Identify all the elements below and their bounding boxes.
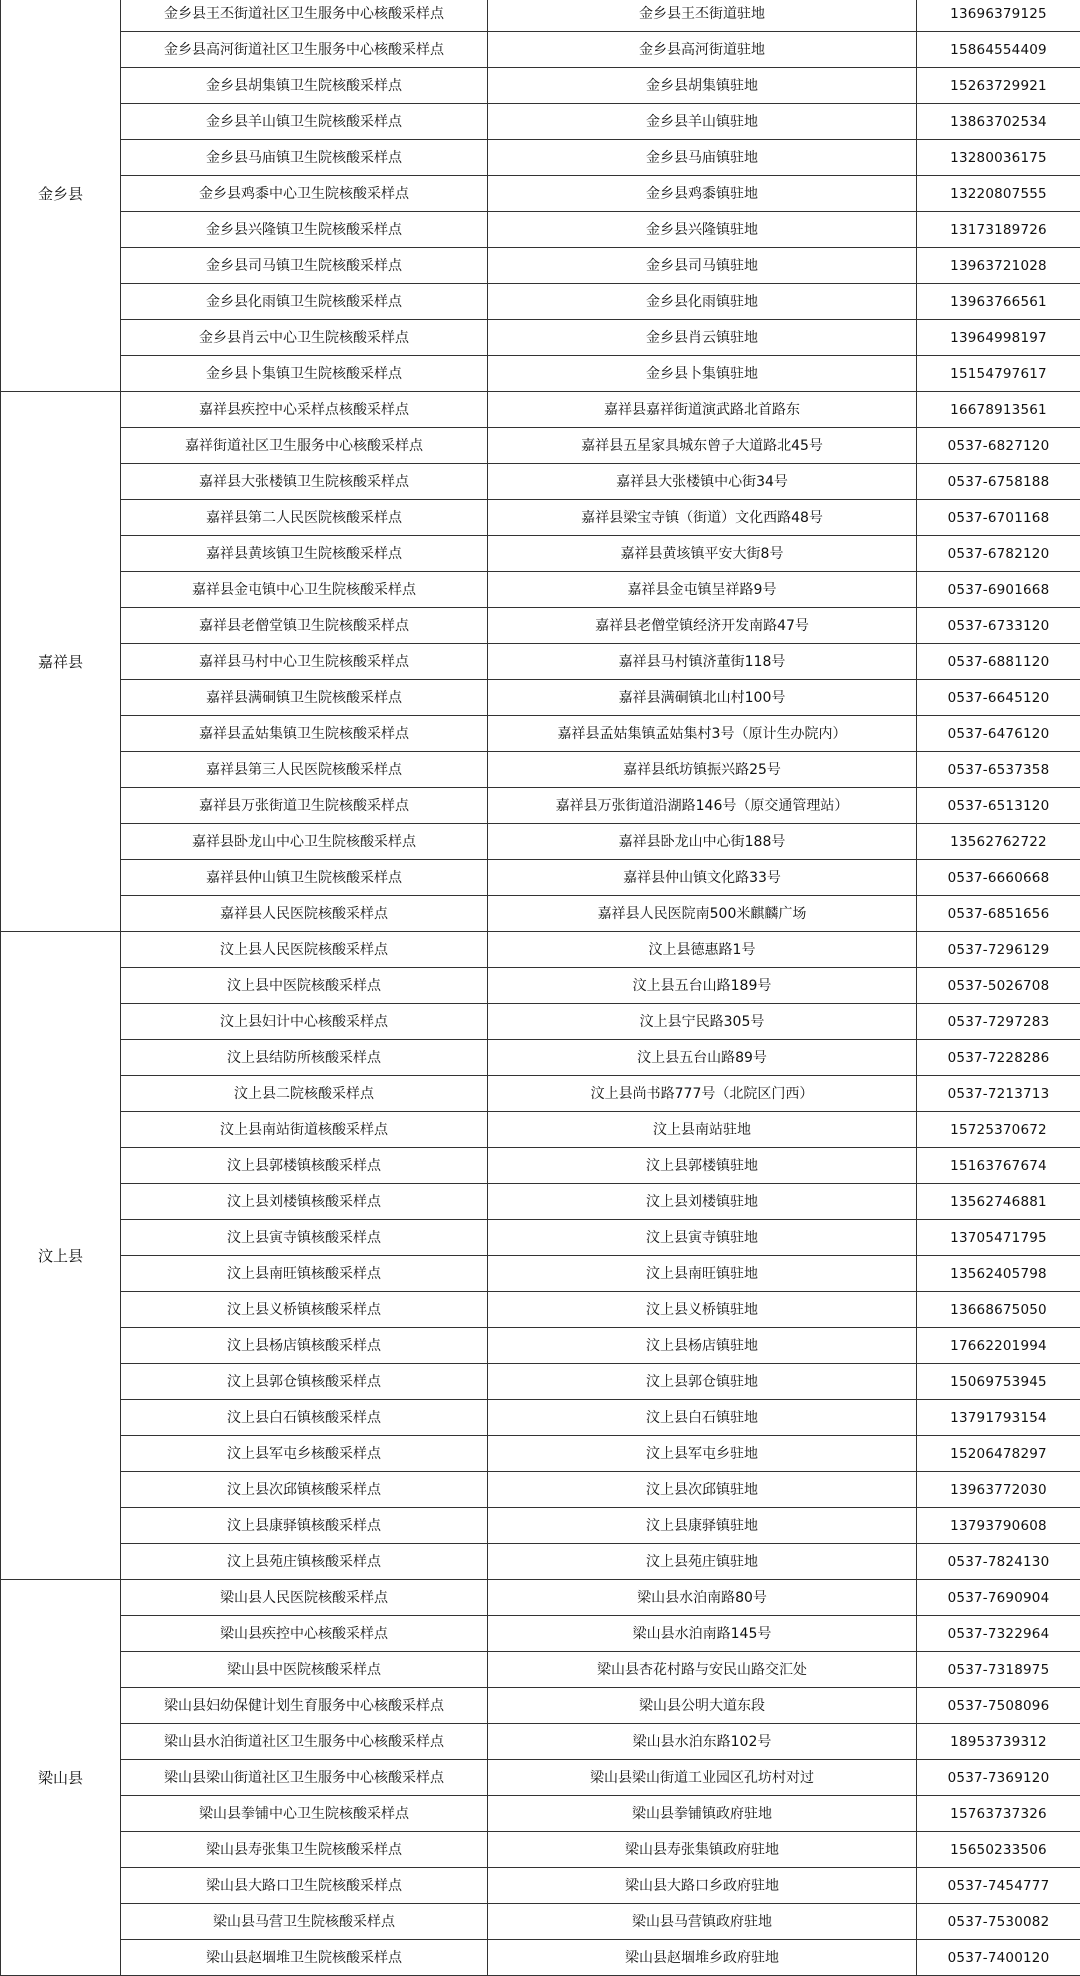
table-row (1, 1904, 1080, 1940)
site-name-cell: 嘉祥街道社区卫生服务中心核酸采样点 (121, 428, 488, 464)
address-cell: 梁山县水泊南路145号 (488, 1616, 917, 1652)
table-row (1, 1868, 1080, 1904)
table-row (1, 1616, 1080, 1652)
phone-cell: 13963766561 (917, 284, 1080, 320)
phone-cell: 13791793154 (917, 1400, 1080, 1436)
site-name-cell: 金乡县肖云中心卫生院核酸采样点 (121, 320, 488, 356)
site-name-cell: 金乡县高河街道社区卫生服务中心核酸采样点 (121, 32, 488, 68)
address-cell: 汶上县南旺镇驻地 (488, 1256, 917, 1292)
phone-cell: 0537-6851656 (917, 896, 1080, 932)
table-row (1, 1832, 1080, 1868)
table-row (1, 788, 1080, 824)
table-row (1, 1112, 1080, 1148)
address-cell: 梁山县拳铺镇政府驻地 (488, 1796, 917, 1832)
address-cell: 汶上县南站驻地 (488, 1112, 917, 1148)
address-cell: 汶上县五台山路89号 (488, 1040, 917, 1076)
phone-cell: 15069753945 (917, 1364, 1080, 1400)
table-row (1, 1004, 1080, 1040)
phone-cell: 0537-6537358 (917, 752, 1080, 788)
address-cell: 汶上县康驿镇驻地 (488, 1508, 917, 1544)
site-name-cell: 汶上县郭仓镇核酸采样点 (121, 1364, 488, 1400)
address-cell: 金乡县胡集镇驻地 (488, 68, 917, 104)
phone-cell: 13220807555 (917, 176, 1080, 212)
address-cell: 汶上县寅寺镇驻地 (488, 1220, 917, 1256)
site-name-cell: 汶上县寅寺镇核酸采样点 (121, 1220, 488, 1256)
phone-cell: 0537-6513120 (917, 788, 1080, 824)
site-name-cell: 汶上县刘楼镇核酸采样点 (121, 1184, 488, 1220)
site-name-cell: 嘉祥县大张楼镇卫生院核酸采样点 (121, 464, 488, 500)
site-name-cell: 梁山县妇幼保健计划生育服务中心核酸采样点 (121, 1688, 488, 1724)
phone-cell: 18953739312 (917, 1724, 1080, 1760)
address-cell: 汶上县次邱镇驻地 (488, 1472, 917, 1508)
site-name-cell: 汶上县中医院核酸采样点 (121, 968, 488, 1004)
address-cell: 汶上县军屯乡驻地 (488, 1436, 917, 1472)
phone-cell: 15763737326 (917, 1796, 1080, 1832)
phone-cell: 13696379125 (917, 0, 1080, 32)
phone-cell: 15163767674 (917, 1148, 1080, 1184)
table-row (1, 464, 1080, 500)
phone-cell: 0537-7454777 (917, 1868, 1080, 1904)
address-cell: 梁山县马营镇政府驻地 (488, 1904, 917, 1940)
site-name-cell: 汶上县人民医院核酸采样点 (121, 932, 488, 968)
address-cell: 嘉祥县马村镇济董街118号 (488, 644, 917, 680)
site-name-cell: 嘉祥县疾控中心采样点核酸采样点 (121, 392, 488, 428)
phone-cell: 0537-6782120 (917, 536, 1080, 572)
phone-cell: 0537-7530082 (917, 1904, 1080, 1940)
phone-cell: 13562405798 (917, 1256, 1080, 1292)
phone-cell: 13705471795 (917, 1220, 1080, 1256)
table-row (1, 104, 1080, 140)
table-row (1, 1760, 1080, 1796)
site-name-cell: 汶上县二院核酸采样点 (121, 1076, 488, 1112)
table-row (1, 716, 1080, 752)
address-cell: 嘉祥县金屯镇呈祥路9号 (488, 572, 917, 608)
site-name-cell: 嘉祥县孟姑集镇卫生院核酸采样点 (121, 716, 488, 752)
phone-cell: 0537-7318975 (917, 1652, 1080, 1688)
table-row (1, 68, 1080, 104)
site-name-cell: 汶上县白石镇核酸采样点 (121, 1400, 488, 1436)
phone-cell: 0537-7824130 (917, 1544, 1080, 1580)
site-name-cell: 嘉祥县第三人民医院核酸采样点 (121, 752, 488, 788)
site-name-cell: 梁山县马营卫生院核酸采样点 (121, 1904, 488, 1940)
phone-cell: 15206478297 (917, 1436, 1080, 1472)
table-row (1, 1688, 1080, 1724)
address-cell: 嘉祥县纸坊镇振兴路25号 (488, 752, 917, 788)
site-name-cell: 嘉祥县马村中心卫生院核酸采样点 (121, 644, 488, 680)
phone-cell: 13964998197 (917, 320, 1080, 356)
address-cell: 金乡县羊山镇驻地 (488, 104, 917, 140)
phone-cell: 0537-6827120 (917, 428, 1080, 464)
table-row (1, 428, 1080, 464)
site-name-cell: 汶上县郭楼镇核酸采样点 (121, 1148, 488, 1184)
phone-cell: 0537-7369120 (917, 1760, 1080, 1796)
table-row (1, 1652, 1080, 1688)
address-cell: 汶上县杨店镇驻地 (488, 1328, 917, 1364)
table-row (1, 0, 1080, 32)
site-name-cell: 汶上县军屯乡核酸采样点 (121, 1436, 488, 1472)
table-row (1, 1256, 1080, 1292)
site-name-cell: 嘉祥县黄垓镇卫生院核酸采样点 (121, 536, 488, 572)
address-cell: 嘉祥县人民医院南500米麒麟广场 (488, 896, 917, 932)
phone-cell: 0537-7690904 (917, 1580, 1080, 1616)
table-row (1, 140, 1080, 176)
address-cell: 梁山县赵堌堆乡政府驻地 (488, 1940, 917, 1976)
phone-cell: 13668675050 (917, 1292, 1080, 1328)
address-cell: 嘉祥县五星家具城东曾子大道路北45号 (488, 428, 917, 464)
table-row (1, 1220, 1080, 1256)
address-cell: 梁山县水泊南路80号 (488, 1580, 917, 1616)
table-row (1, 1040, 1080, 1076)
site-name-cell: 汶上县结防所核酸采样点 (121, 1040, 488, 1076)
site-name-cell: 梁山县中医院核酸采样点 (121, 1652, 488, 1688)
table-row (1, 176, 1080, 212)
address-cell: 嘉祥县满硐镇北山村100号 (488, 680, 917, 716)
table-row (1, 284, 1080, 320)
site-name-cell: 汶上县南旺镇核酸采样点 (121, 1256, 488, 1292)
site-name-cell: 金乡县马庙镇卫生院核酸采样点 (121, 140, 488, 176)
table-row (1, 1436, 1080, 1472)
phone-cell: 0537-6901668 (917, 572, 1080, 608)
address-cell: 汶上县刘楼镇驻地 (488, 1184, 917, 1220)
site-name-cell: 嘉祥县人民医院核酸采样点 (121, 896, 488, 932)
phone-cell: 0537-6733120 (917, 608, 1080, 644)
site-name-cell: 梁山县梁山街道社区卫生服务中心核酸采样点 (121, 1760, 488, 1796)
address-cell: 汶上县郭仓镇驻地 (488, 1364, 917, 1400)
phone-cell: 0537-7400120 (917, 1940, 1080, 1976)
address-cell: 汶上县德惠路1号 (488, 932, 917, 968)
phone-cell: 17662201994 (917, 1328, 1080, 1364)
address-cell: 梁山县大路口乡政府驻地 (488, 1868, 917, 1904)
phone-cell: 15725370672 (917, 1112, 1080, 1148)
address-cell: 汶上县郭楼镇驻地 (488, 1148, 917, 1184)
address-cell: 嘉祥县仲山镇文化路33号 (488, 860, 917, 896)
address-cell: 嘉祥县大张楼镇中心街34号 (488, 464, 917, 500)
county-cell: 嘉祥县 (1, 392, 121, 932)
table-row (1, 1508, 1080, 1544)
table-row (1, 1796, 1080, 1832)
phone-cell: 16678913561 (917, 392, 1080, 428)
address-cell: 梁山县梁山街道工业园区孔坊村对过 (488, 1760, 917, 1796)
site-name-cell: 嘉祥县万张街道卫生院核酸采样点 (121, 788, 488, 824)
table-row (1, 860, 1080, 896)
site-name-cell: 梁山县拳铺中心卫生院核酸采样点 (121, 1796, 488, 1832)
site-name-cell: 嘉祥县老僧堂镇卫生院核酸采样点 (121, 608, 488, 644)
phone-cell: 15154797617 (917, 356, 1080, 392)
site-name-cell: 金乡县鸡黍中心卫生院核酸采样点 (121, 176, 488, 212)
phone-cell: 0537-5026708 (917, 968, 1080, 1004)
phone-cell: 0537-6758188 (917, 464, 1080, 500)
address-cell: 嘉祥县黄垓镇平安大街8号 (488, 536, 917, 572)
table-row (1, 1076, 1080, 1112)
table-row (1, 680, 1080, 716)
table-row (1, 1292, 1080, 1328)
phone-cell: 0537-7322964 (917, 1616, 1080, 1652)
table-row (1, 536, 1080, 572)
table-row (1, 932, 1080, 968)
phone-cell: 0537-6881120 (917, 644, 1080, 680)
site-name-cell: 汶上县次邱镇核酸采样点 (121, 1472, 488, 1508)
site-name-cell: 汶上县苑庄镇核酸采样点 (121, 1544, 488, 1580)
table-row (1, 1400, 1080, 1436)
site-name-cell: 金乡县胡集镇卫生院核酸采样点 (121, 68, 488, 104)
address-cell: 嘉祥县孟姑集镇孟姑集村3号（原计生办院内） (488, 716, 917, 752)
site-name-cell: 梁山县疾控中心核酸采样点 (121, 1616, 488, 1652)
site-name-cell: 金乡县卜集镇卫生院核酸采样点 (121, 356, 488, 392)
phone-cell: 0537-7296129 (917, 932, 1080, 968)
site-name-cell: 金乡县化雨镇卫生院核酸采样点 (121, 284, 488, 320)
address-cell: 金乡县司马镇驻地 (488, 248, 917, 284)
phone-cell: 0537-6660668 (917, 860, 1080, 896)
address-cell: 梁山县公明大道东段 (488, 1688, 917, 1724)
phone-cell: 0537-6476120 (917, 716, 1080, 752)
table-row (1, 572, 1080, 608)
address-cell: 汶上县白石镇驻地 (488, 1400, 917, 1436)
site-name-cell: 汶上县南站街道核酸采样点 (121, 1112, 488, 1148)
site-name-cell: 汶上县杨店镇核酸采样点 (121, 1328, 488, 1364)
site-name-cell: 嘉祥县金屯镇中心卫生院核酸采样点 (121, 572, 488, 608)
site-name-cell: 梁山县水泊街道社区卫生服务中心核酸采样点 (121, 1724, 488, 1760)
phone-cell: 0537-6645120 (917, 680, 1080, 716)
county-cell: 梁山县 (1, 1580, 121, 1976)
table-row (1, 212, 1080, 248)
site-name-cell: 梁山县寿张集卫生院核酸采样点 (121, 1832, 488, 1868)
table-row (1, 644, 1080, 680)
address-cell: 梁山县水泊东路102号 (488, 1724, 917, 1760)
address-cell: 金乡县鸡黍镇驻地 (488, 176, 917, 212)
county-cell: 汶上县 (1, 932, 121, 1580)
phone-cell: 0537-7297283 (917, 1004, 1080, 1040)
address-cell: 金乡县肖云镇驻地 (488, 320, 917, 356)
phone-cell: 13963721028 (917, 248, 1080, 284)
address-cell: 汶上县苑庄镇驻地 (488, 1544, 917, 1580)
phone-cell: 13173189726 (917, 212, 1080, 248)
address-cell: 金乡县兴隆镇驻地 (488, 212, 917, 248)
site-name-cell: 汶上县康驿镇核酸采样点 (121, 1508, 488, 1544)
phone-cell: 0537-7508096 (917, 1688, 1080, 1724)
county-cell: 金乡县 (1, 0, 121, 392)
table-row (1, 320, 1080, 356)
site-name-cell: 汶上县妇计中心核酸采样点 (121, 1004, 488, 1040)
table-row (1, 32, 1080, 68)
site-name-cell: 嘉祥县仲山镇卫生院核酸采样点 (121, 860, 488, 896)
address-cell: 嘉祥县万张街道沿湖路146号（原交通管理站） (488, 788, 917, 824)
phone-cell: 13793790608 (917, 1508, 1080, 1544)
table-row (1, 1940, 1080, 1976)
site-name-cell: 金乡县兴隆镇卫生院核酸采样点 (121, 212, 488, 248)
address-cell: 嘉祥县梁宝寺镇（街道）文化西路48号 (488, 500, 917, 536)
table-row (1, 1328, 1080, 1364)
address-cell: 嘉祥县嘉祥街道演武路北首路东 (488, 392, 917, 428)
table-row (1, 392, 1080, 428)
address-cell: 金乡县马庙镇驻地 (488, 140, 917, 176)
address-cell: 汶上县尚书路777号（北院区门西） (488, 1076, 917, 1112)
table-row (1, 1724, 1080, 1760)
address-cell: 金乡县高河街道驻地 (488, 32, 917, 68)
address-cell: 梁山县杏花村路与安民山路交汇处 (488, 1652, 917, 1688)
table-row (1, 752, 1080, 788)
phone-cell: 0537-7213713 (917, 1076, 1080, 1112)
phone-cell: 0537-7228286 (917, 1040, 1080, 1076)
table-row (1, 896, 1080, 932)
table-row (1, 608, 1080, 644)
address-cell: 汶上县宁民路305号 (488, 1004, 917, 1040)
table-row (1, 1544, 1080, 1580)
site-name-cell: 梁山县大路口卫生院核酸采样点 (121, 1868, 488, 1904)
table-row (1, 824, 1080, 860)
address-cell: 嘉祥县卧龙山中心街188号 (488, 824, 917, 860)
site-name-cell: 嘉祥县卧龙山中心卫生院核酸采样点 (121, 824, 488, 860)
site-name-cell: 金乡县羊山镇卫生院核酸采样点 (121, 104, 488, 140)
site-name-cell: 汶上县义桥镇核酸采样点 (121, 1292, 488, 1328)
table-row (1, 1148, 1080, 1184)
phone-cell: 13562746881 (917, 1184, 1080, 1220)
phone-cell: 15263729921 (917, 68, 1080, 104)
table-row (1, 356, 1080, 392)
phone-cell: 13963772030 (917, 1472, 1080, 1508)
address-cell: 梁山县寿张集镇政府驻地 (488, 1832, 917, 1868)
site-name-cell: 金乡县王丕街道社区卫生服务中心核酸采样点 (121, 0, 488, 32)
site-name-cell: 嘉祥县满硐镇卫生院核酸采样点 (121, 680, 488, 716)
phone-cell: 13562762722 (917, 824, 1080, 860)
site-name-cell: 梁山县人民医院核酸采样点 (121, 1580, 488, 1616)
phone-cell: 13863702534 (917, 104, 1080, 140)
phone-cell: 13280036175 (917, 140, 1080, 176)
address-cell: 嘉祥县老僧堂镇经济开发南路47号 (488, 608, 917, 644)
site-name-cell: 梁山县赵堌堆卫生院核酸采样点 (121, 1940, 488, 1976)
address-cell: 汶上县五台山路189号 (488, 968, 917, 1004)
table-row (1, 1184, 1080, 1220)
table-row (1, 500, 1080, 536)
phone-cell: 15650233506 (917, 1832, 1080, 1868)
site-name-cell: 嘉祥县第二人民医院核酸采样点 (121, 500, 488, 536)
phone-cell: 0537-6701168 (917, 500, 1080, 536)
table-row (1, 1472, 1080, 1508)
table-row (1, 248, 1080, 284)
phone-cell: 15864554409 (917, 32, 1080, 68)
table-row (1, 1364, 1080, 1400)
address-cell: 金乡县卜集镇驻地 (488, 356, 917, 392)
table-body (1, 0, 1080, 1976)
table-row (1, 968, 1080, 1004)
site-name-cell: 金乡县司马镇卫生院核酸采样点 (121, 248, 488, 284)
address-cell: 金乡县王丕街道驻地 (488, 0, 917, 32)
table-row (1, 1580, 1080, 1616)
address-cell: 汶上县义桥镇驻地 (488, 1292, 917, 1328)
address-cell: 金乡县化雨镇驻地 (488, 284, 917, 320)
